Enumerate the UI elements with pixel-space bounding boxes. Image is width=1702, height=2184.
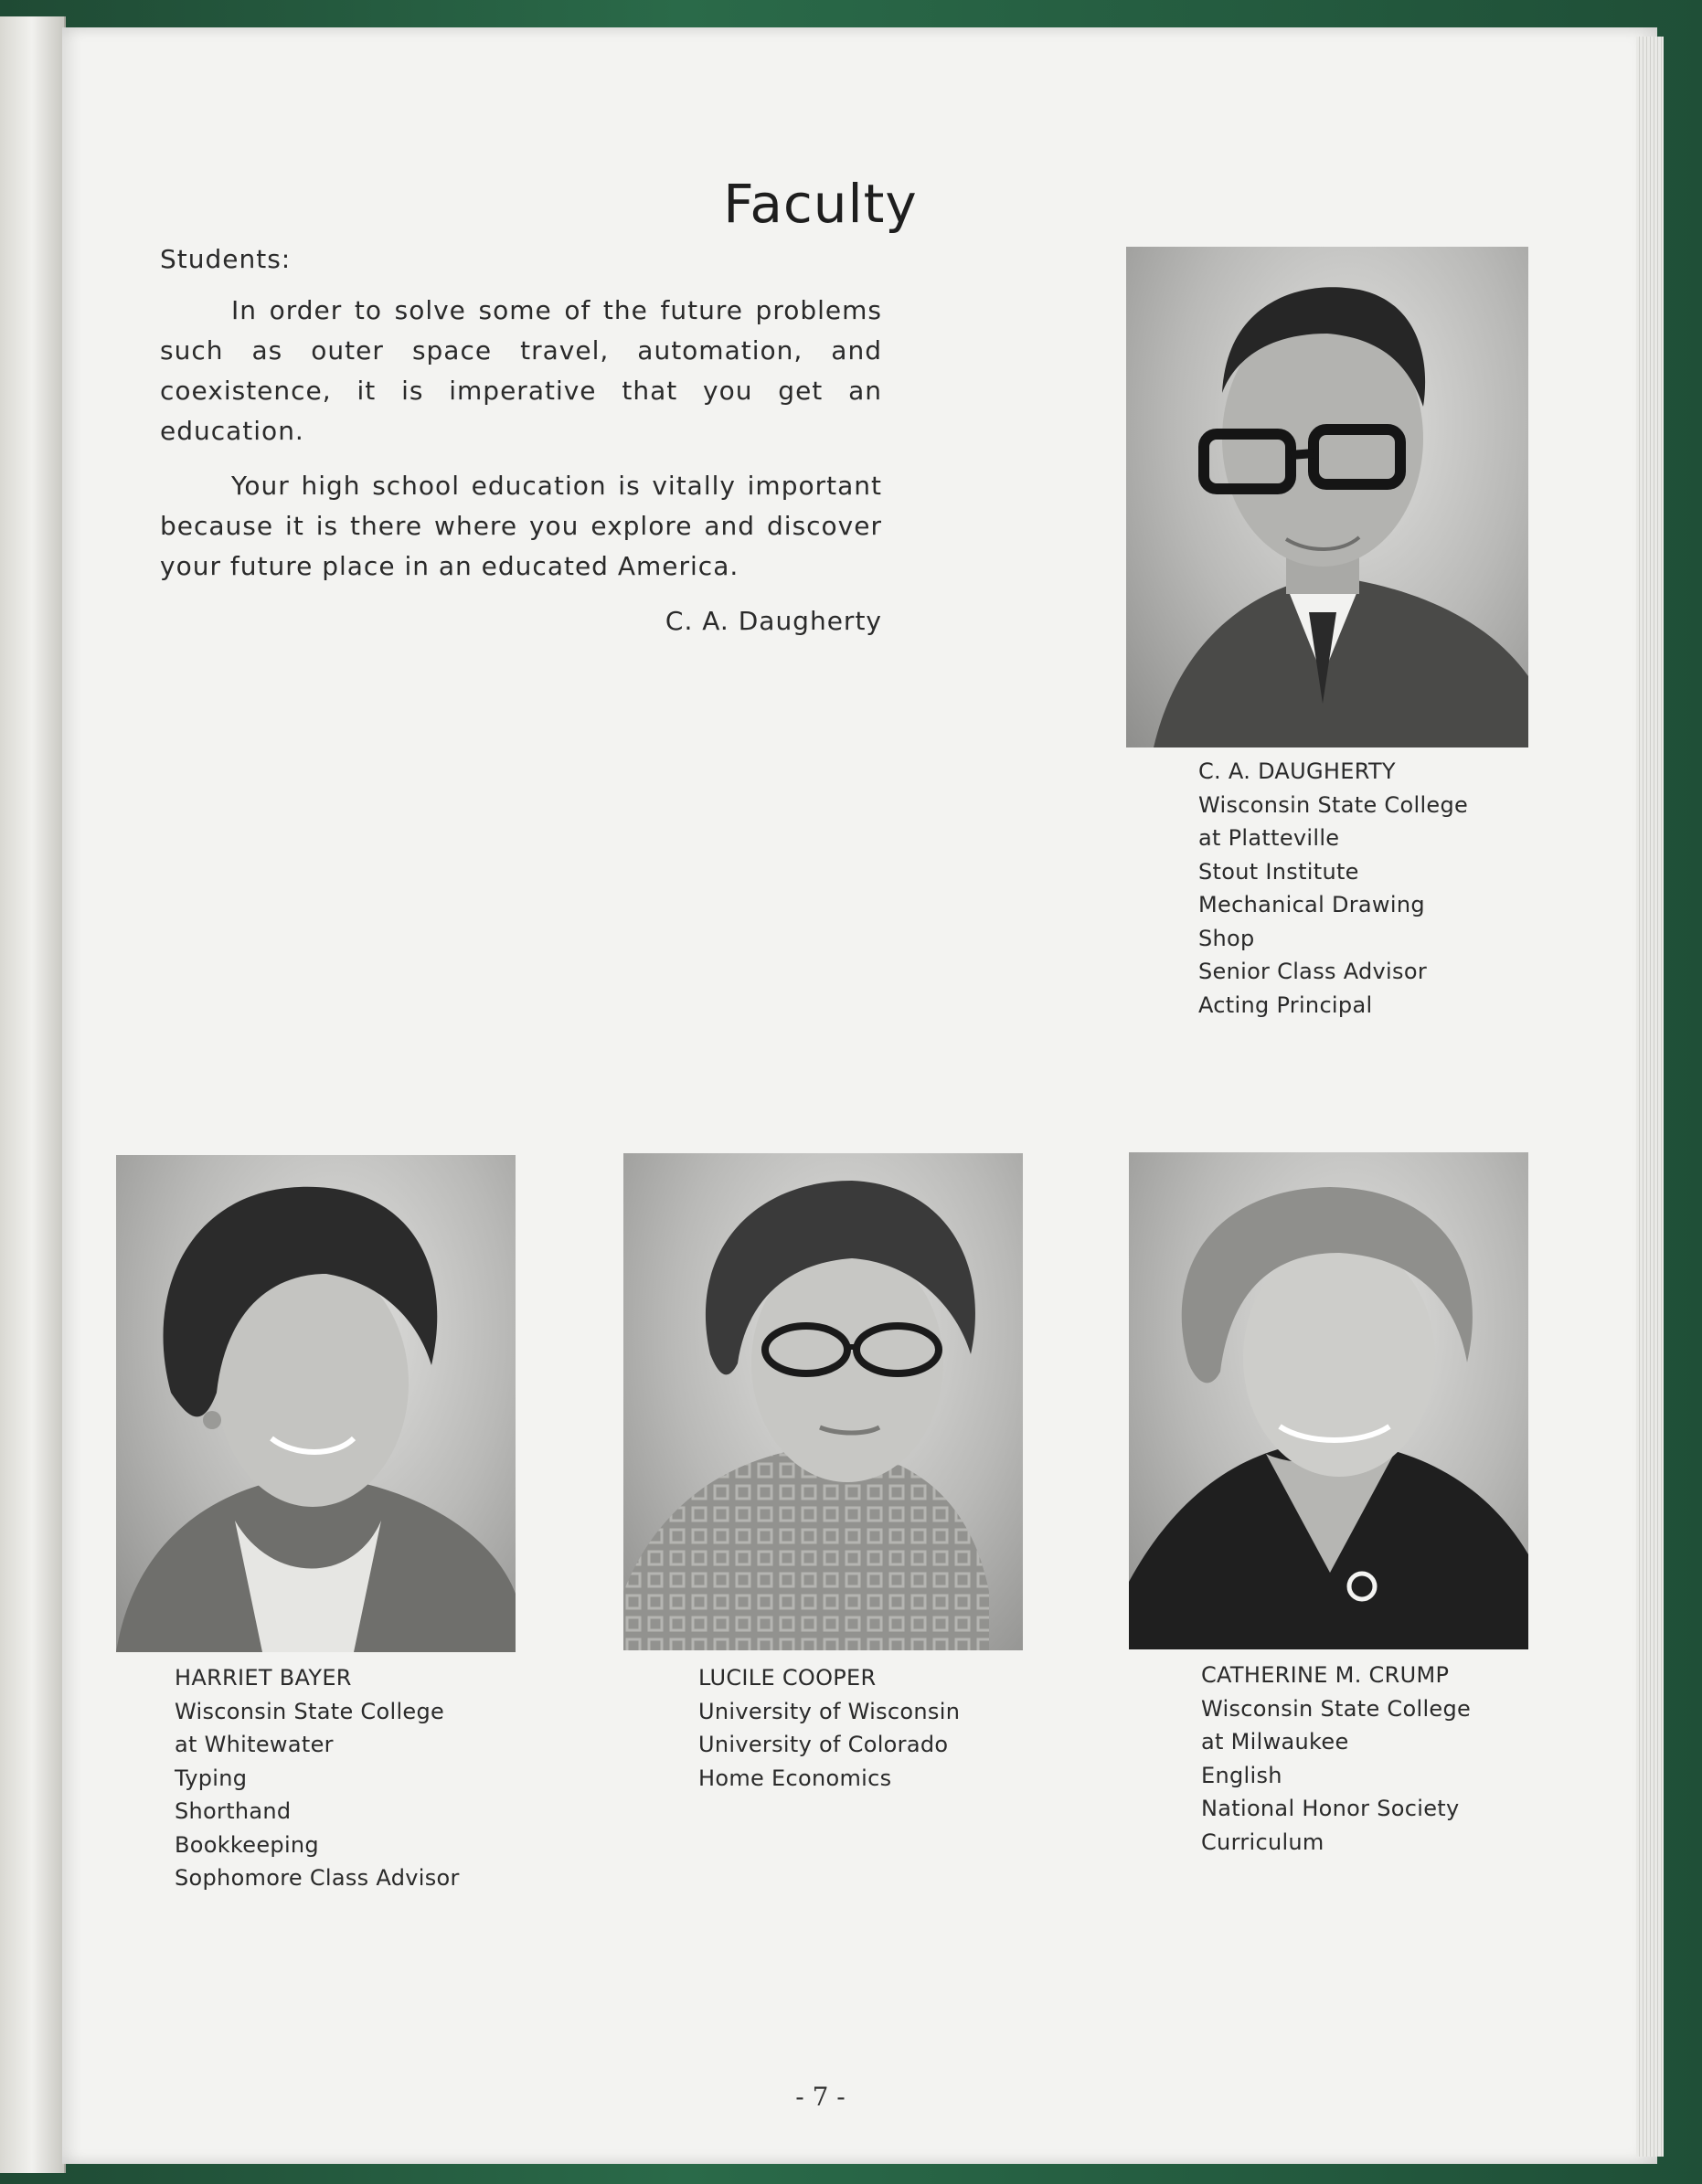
letter-paragraph-1: In order to solve some of the future problems such as outer space travel, automation, and coexistence, it is imperative that you get an education. [160, 295, 882, 446]
letter-greeting: Students: [160, 244, 292, 274]
letter-signature: C. A. Daugherty [665, 606, 882, 636]
principal-letter [160, 239, 882, 641]
faculty-detail: Wisconsin State College [175, 1698, 445, 1724]
portrait-daugherty [1126, 247, 1528, 747]
faculty-detail: Wisconsin State College [1198, 791, 1469, 818]
faculty-name: CATHERINE M. CRUMP [1201, 1662, 1450, 1688]
portrait-crump [1129, 1152, 1528, 1649]
faculty-detail: at Milwaukee [1201, 1729, 1349, 1755]
faculty-detail: National Honor Society [1201, 1796, 1460, 1821]
left-page-edge [0, 16, 66, 2173]
faculty-name: C. A. DAUGHERTY [1198, 758, 1396, 784]
caption-cooper [698, 1661, 960, 1795]
faculty-detail: English [1201, 1762, 1282, 1788]
faculty-detail: at Platteville [1198, 825, 1340, 851]
faculty-detail: Home Economics [698, 1765, 892, 1791]
letter-paragraph-2: Your high school education is vitally important because it is there where you explore and discover your future place in an educated America. [160, 471, 882, 581]
page-number: - 7 - [795, 2082, 846, 2112]
faculty-detail: Shorthand [175, 1798, 292, 1824]
faculty-detail: University of Wisconsin [698, 1698, 961, 1724]
portrait-bayer [116, 1155, 516, 1652]
faculty-detail: Acting Principal [1198, 991, 1373, 1018]
faculty-detail: Mechanical Drawing [1198, 892, 1425, 917]
faculty-name: HARRIET BAYER [175, 1665, 352, 1691]
page-stack-edge [1636, 37, 1664, 2157]
caption-crump [1201, 1659, 1471, 1859]
faculty-detail: Sophomore Class Advisor [175, 1865, 460, 1891]
faculty-name: LUCILE COOPER [698, 1665, 877, 1691]
faculty-detail: Bookkeeping [175, 1831, 319, 1858]
faculty-detail: at Whitewater [175, 1732, 334, 1757]
faculty-detail: Typing [175, 1765, 248, 1791]
faculty-detail: Senior Class Advisor [1198, 959, 1427, 984]
page-title: Faculty [723, 172, 918, 235]
faculty-detail: Shop [1198, 925, 1255, 951]
faculty-detail: Wisconsin State College [1201, 1695, 1472, 1722]
caption-bayer [175, 1661, 460, 1895]
faculty-detail: University of Colorado [698, 1732, 949, 1757]
caption-daugherty [1198, 755, 1468, 1022]
faculty-detail: Stout Institute [1198, 858, 1359, 885]
portrait-cooper [623, 1153, 1023, 1650]
faculty-detail: Curriculum [1201, 1829, 1324, 1855]
